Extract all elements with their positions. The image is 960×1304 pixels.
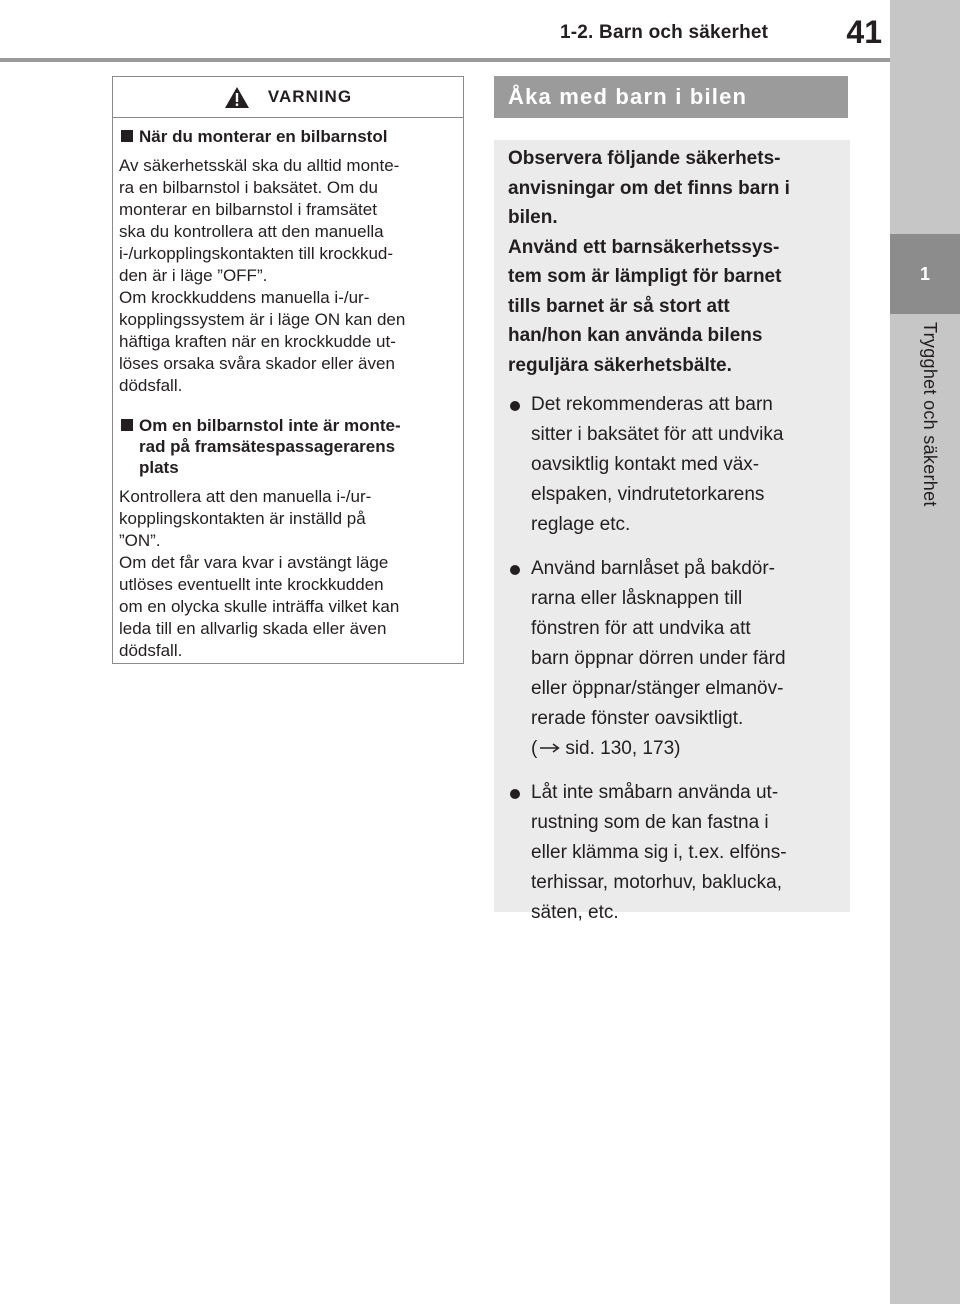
text-line: eller klämma sig i, t.ex. elföns-	[531, 842, 787, 863]
text-line: tem som är lämpligt för barnet	[508, 266, 782, 287]
text-line: i-/urkopplingskontakten till krockkud-	[119, 244, 394, 263]
text-line: fönstren för att undvika att	[531, 618, 751, 639]
text-line: rustning som de kan fastna i	[531, 812, 769, 833]
text-line: löses orsaka svåra skador eller även	[119, 354, 395, 373]
bullet-dot-icon	[510, 401, 520, 411]
text-line: säten, etc.	[531, 902, 619, 923]
square-bullet-icon	[121, 130, 133, 142]
text-line: sitter i baksätet för att undvika	[531, 424, 784, 445]
warning-paragraph	[119, 486, 451, 662]
section-intro	[508, 144, 840, 380]
text-line: ”ON”.	[119, 531, 161, 550]
text-line: Av säkerhetsskäl ska du alltid monte-	[119, 156, 400, 175]
chapter-side-tab	[890, 0, 960, 1304]
text-line: reguljära säkerhetsbälte.	[508, 354, 732, 376]
warning-subheading-text: När du monterar en bilbarnstol	[139, 127, 388, 146]
text-line: Använd ett barnsäkerhetssys-	[508, 236, 780, 258]
text-line: tills barnet är så stort att	[508, 295, 730, 317]
text-line: Om krockkuddens manuella i-/ur-	[119, 288, 370, 307]
text-line: utlöses eventuellt inte krockkudden	[119, 575, 384, 594]
text-line: plats	[139, 458, 179, 477]
text-line: rarna eller låsknappen till	[531, 588, 743, 609]
warning-subheading	[119, 126, 451, 147]
bullet-text	[531, 554, 840, 764]
running-header-title: 1-2. Barn och säkerhet	[560, 22, 769, 43]
text-line: anvisningar om det finns barn i	[508, 177, 790, 199]
text-line: bilen.	[508, 207, 558, 228]
page-reference[interactable]	[531, 738, 680, 759]
text-line: elspaken, vindrutetorkarens	[531, 484, 765, 505]
text-line: dödsfall.	[119, 641, 183, 660]
text-line: rad på framsätespassagerarens	[139, 437, 396, 456]
text-line: kopplingskontakten är inställd på	[119, 509, 366, 528]
text-line: terhissar, motorhuv, baklucka,	[531, 872, 782, 893]
header-divider	[0, 58, 890, 62]
warning-box	[112, 76, 464, 664]
bullet-item	[508, 390, 840, 540]
bullet-text	[531, 390, 840, 540]
warning-triangle-icon	[224, 86, 250, 109]
text-line: Om det får vara kvar i avstängt läge	[119, 553, 389, 572]
warning-header	[113, 77, 463, 118]
text-line: monterar en bilbarnstol i framsätet	[119, 200, 377, 219]
text-line: rerade fönster oavsiktligt.	[531, 708, 744, 729]
chapter-number-box: 1	[890, 234, 960, 314]
section-content-box	[494, 140, 850, 923]
text-line: Använd barnlåset på bakdör-	[531, 558, 775, 579]
bullet-list	[508, 390, 840, 928]
text-line: barn öppnar dörren under färd	[531, 648, 786, 669]
text-line: Låt inte småbarn använda ut-	[531, 782, 779, 803]
square-bullet-icon	[121, 419, 133, 431]
warning-paragraph	[119, 155, 451, 397]
text-line: kopplingssystem är i läge ON kan den	[119, 310, 406, 329]
warning-body	[113, 118, 463, 662]
bullet-dot-icon	[510, 789, 520, 799]
bullet-item	[508, 554, 840, 764]
text-line: häftiga kraften när en krockkudde ut-	[119, 332, 396, 351]
text-line: ra en bilbarnstol i baksätet. Om du	[119, 178, 378, 197]
text-line: reglage etc.	[531, 514, 631, 535]
bullet-item	[508, 778, 840, 928]
page-number: 41	[846, 14, 882, 50]
text-line: om en olycka skulle inträffa vilket kan	[119, 597, 400, 616]
text-line: han/hon kan använda bilens	[508, 325, 763, 346]
ref-page-numbers: sid. 130, 173)	[565, 738, 681, 759]
text-line: Observera följande säkerhets-	[508, 148, 781, 169]
section-title-bar: Åka med barn i bilen	[494, 76, 848, 118]
text-line: oavsiktlig kontakt med väx-	[531, 454, 760, 475]
text-line: eller öppnar/stänger elmanöv-	[531, 678, 784, 699]
chapter-title-vertical: Trygghet och säkerhet	[920, 322, 940, 507]
text-line: dödsfall.	[119, 376, 183, 395]
text-line: Kontrollera att den manuella i-/ur-	[119, 487, 372, 506]
text-line: ska du kontrollera att den manuella	[119, 222, 384, 241]
text-line: den är i läge ”OFF”.	[119, 266, 268, 285]
warning-label: VARNING	[267, 87, 353, 106]
text-line: leda till en allvarlig skada eller även	[119, 619, 387, 638]
warning-subheading-text	[139, 415, 401, 478]
bullet-dot-icon	[510, 565, 520, 575]
arrow-right-icon	[539, 742, 561, 754]
text-line: Det rekommenderas att barn	[531, 394, 773, 415]
bullet-text	[531, 778, 840, 928]
text-line: Om en bilbarnstol inte är monte-	[139, 416, 401, 435]
warning-subheading	[119, 415, 451, 478]
ref-open-paren: (	[531, 738, 538, 759]
